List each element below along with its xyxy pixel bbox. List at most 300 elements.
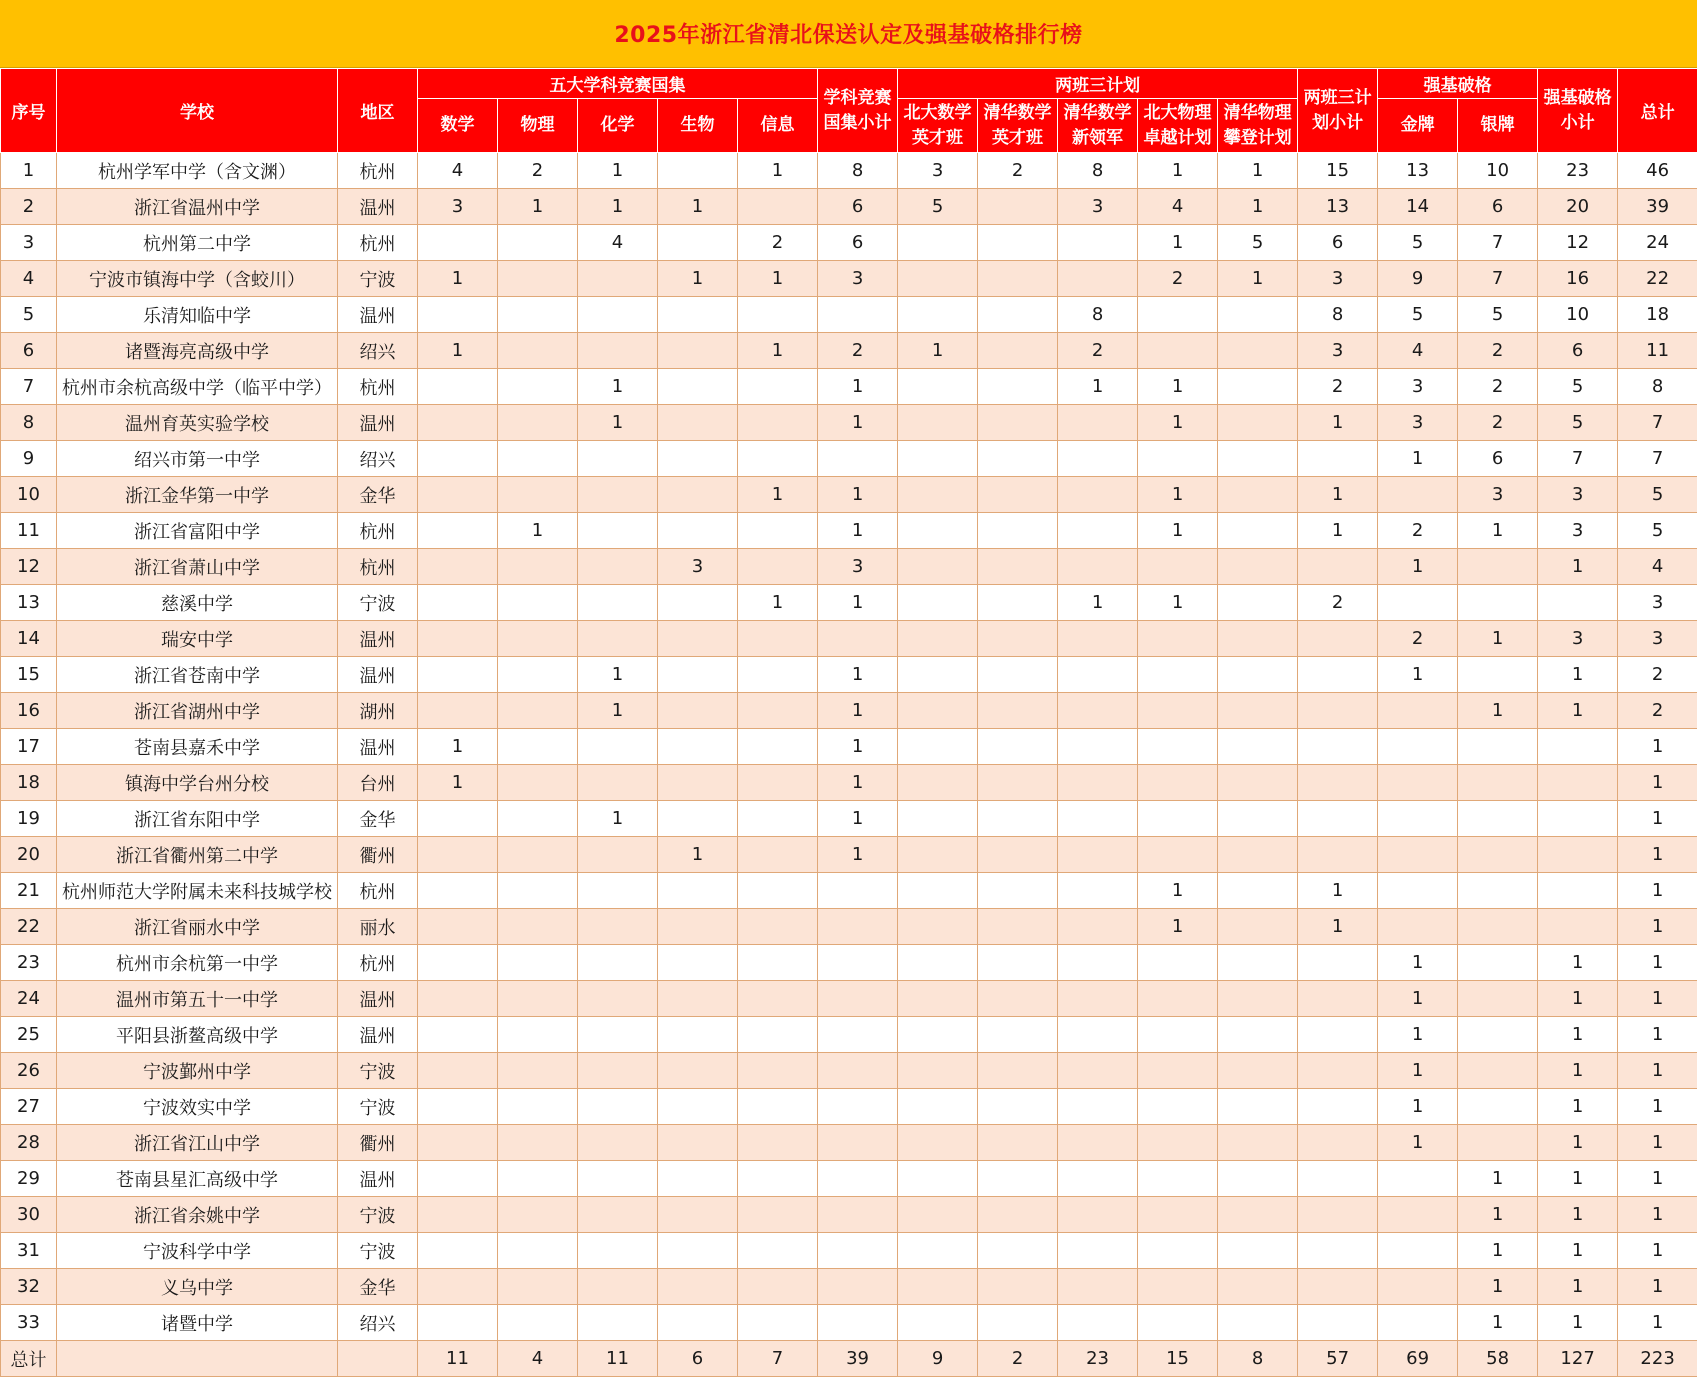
school-name: 浙江省东阳中学 (57, 801, 338, 837)
count-cell: 1 (418, 765, 498, 801)
count-cell (1218, 1269, 1298, 1305)
row-index: 28 (1, 1125, 57, 1161)
count-cell: 223 (1618, 1341, 1697, 1377)
count-cell (1058, 1053, 1138, 1089)
count-cell (1458, 873, 1538, 909)
count-cell (898, 513, 978, 549)
count-cell (418, 981, 498, 1017)
count-cell: 4 (578, 225, 658, 261)
row-index: 11 (1, 513, 57, 549)
header-thu-math-new: 清华数学新领军 (1058, 99, 1138, 153)
count-cell (898, 837, 978, 873)
count-cell (1218, 477, 1298, 513)
count-cell: 1 (1618, 837, 1697, 873)
count-cell: 22 (1618, 261, 1697, 297)
count-cell (498, 873, 578, 909)
count-cell (978, 297, 1058, 333)
count-cell (818, 1233, 898, 1269)
count-cell (738, 297, 818, 333)
table-row (1, 1305, 1697, 1341)
count-cell (498, 1125, 578, 1161)
count-cell (1058, 765, 1138, 801)
count-cell (658, 369, 738, 405)
count-cell: 1 (658, 837, 738, 873)
count-cell: 2 (1298, 369, 1378, 405)
school-name: 诸暨中学 (57, 1305, 338, 1341)
count-cell (498, 1269, 578, 1305)
count-cell (1298, 1089, 1378, 1125)
count-cell (978, 1017, 1058, 1053)
count-cell (418, 1233, 498, 1269)
count-cell: 1 (1298, 873, 1378, 909)
school-name: 义乌中学 (57, 1269, 338, 1305)
count-cell: 3 (1618, 585, 1697, 621)
school-name: 杭州师范大学附属未来科技城学校 (57, 873, 338, 909)
count-cell: 1 (1538, 1089, 1618, 1125)
region: 绍兴 (338, 1305, 418, 1341)
count-cell (658, 1305, 738, 1341)
count-cell (1058, 909, 1138, 945)
count-cell (418, 477, 498, 513)
count-cell: 7 (1618, 405, 1697, 441)
count-cell (1218, 1017, 1298, 1053)
count-cell: 10 (1458, 153, 1538, 189)
count-cell: 1 (818, 369, 898, 405)
count-cell (578, 477, 658, 513)
count-cell: 127 (1538, 1341, 1618, 1377)
count-cell (418, 1161, 498, 1197)
count-cell (1058, 1269, 1138, 1305)
row-index: 23 (1, 945, 57, 981)
count-cell: 1 (1618, 729, 1697, 765)
row-index: 16 (1, 693, 57, 729)
count-cell (658, 513, 738, 549)
count-cell: 8 (1618, 369, 1697, 405)
table-row (1, 657, 1697, 693)
count-cell (818, 1269, 898, 1305)
count-cell (978, 1053, 1058, 1089)
count-cell: 8 (818, 153, 898, 189)
count-cell: 1 (1618, 873, 1697, 909)
count-cell: 1 (818, 513, 898, 549)
count-cell: 1 (1298, 909, 1378, 945)
count-cell (658, 153, 738, 189)
region: 温州 (338, 729, 418, 765)
count-cell (898, 405, 978, 441)
count-cell (1378, 477, 1458, 513)
count-cell (1058, 1305, 1138, 1341)
count-cell (1138, 1269, 1218, 1305)
count-cell (1298, 621, 1378, 657)
count-cell: 1 (1378, 441, 1458, 477)
count-cell (1058, 225, 1138, 261)
count-cell: 1 (1298, 405, 1378, 441)
count-cell (578, 1017, 658, 1053)
count-cell: 2 (1378, 621, 1458, 657)
header-chemistry: 化学 (578, 99, 658, 153)
header-biology: 生物 (658, 99, 738, 153)
count-cell (1058, 873, 1138, 909)
count-cell (418, 1053, 498, 1089)
count-cell (1218, 1233, 1298, 1269)
count-cell: 11 (418, 1341, 498, 1377)
school-name: 浙江省余姚中学 (57, 1197, 338, 1233)
count-cell (1218, 837, 1298, 873)
school-name: 浙江省萧山中学 (57, 549, 338, 585)
count-cell: 1 (1538, 945, 1618, 981)
count-cell: 1 (818, 585, 898, 621)
count-cell (498, 1197, 578, 1233)
count-cell: 1 (1458, 1233, 1538, 1269)
row-index: 6 (1, 333, 57, 369)
count-cell: 8 (1058, 297, 1138, 333)
count-cell (1378, 1197, 1458, 1233)
count-cell (738, 369, 818, 405)
count-cell: 24 (1618, 225, 1697, 261)
count-cell (1138, 441, 1218, 477)
count-cell: 1 (1458, 513, 1538, 549)
count-cell: 1 (1378, 549, 1458, 585)
count-cell (1058, 657, 1138, 693)
count-cell: 1 (578, 693, 658, 729)
table-body (1, 153, 1697, 1377)
count-cell (738, 405, 818, 441)
count-cell (978, 657, 1058, 693)
table-row (1, 189, 1697, 225)
region: 宁波 (338, 1053, 418, 1089)
count-cell (1138, 1053, 1218, 1089)
count-cell (978, 1089, 1058, 1125)
row-index: 19 (1, 801, 57, 837)
count-cell (498, 441, 578, 477)
count-cell (498, 1305, 578, 1341)
count-cell: 1 (1298, 477, 1378, 513)
school-name: 杭州市余杭高级中学（临平中学） (57, 369, 338, 405)
count-cell (1298, 549, 1378, 585)
count-cell (658, 477, 738, 513)
count-cell: 46 (1618, 153, 1697, 189)
count-cell (898, 621, 978, 657)
count-cell: 6 (818, 225, 898, 261)
count-cell (818, 441, 898, 477)
count-cell (418, 585, 498, 621)
count-cell (418, 657, 498, 693)
count-cell: 13 (1378, 153, 1458, 189)
count-cell: 1 (1138, 513, 1218, 549)
count-cell: 2 (1618, 657, 1697, 693)
count-cell: 2 (1458, 369, 1538, 405)
header-total: 总计 (1618, 69, 1697, 153)
count-cell: 1 (738, 477, 818, 513)
count-cell (1378, 1233, 1458, 1269)
count-cell (578, 1053, 658, 1089)
count-cell (978, 477, 1058, 513)
count-cell (818, 981, 898, 1017)
region: 金华 (338, 1269, 418, 1305)
count-cell (1058, 945, 1138, 981)
count-cell: 1 (1138, 585, 1218, 621)
count-cell (578, 261, 658, 297)
count-cell (658, 1161, 738, 1197)
count-cell: 15 (1298, 153, 1378, 189)
count-cell (1218, 441, 1298, 477)
count-cell: 18 (1618, 297, 1697, 333)
region: 金华 (338, 477, 418, 513)
count-cell (818, 621, 898, 657)
count-cell (738, 1017, 818, 1053)
count-cell (1298, 1017, 1378, 1053)
region: 宁波 (338, 1197, 418, 1233)
count-cell (978, 405, 1058, 441)
count-cell (1058, 1017, 1138, 1053)
count-cell (818, 1017, 898, 1053)
region: 衢州 (338, 1125, 418, 1161)
count-cell (578, 549, 658, 585)
school-name: 杭州学军中学（含文渊） (57, 153, 338, 189)
count-cell (1298, 441, 1378, 477)
count-cell (738, 765, 818, 801)
header-physics: 物理 (498, 99, 578, 153)
count-cell (1218, 585, 1298, 621)
count-cell (738, 945, 818, 981)
table-row (1, 1125, 1697, 1161)
count-cell: 1 (818, 837, 898, 873)
count-cell (1218, 909, 1298, 945)
count-cell (578, 1089, 658, 1125)
count-cell (1138, 549, 1218, 585)
count-cell (978, 981, 1058, 1017)
school-name: 慈溪中学 (57, 585, 338, 621)
count-cell: 1 (1618, 1161, 1697, 1197)
count-cell (978, 189, 1058, 225)
count-cell (978, 801, 1058, 837)
header-silver: 银牌 (1458, 99, 1538, 153)
count-cell: 3 (1378, 369, 1458, 405)
row-index: 9 (1, 441, 57, 477)
count-cell (1298, 1305, 1378, 1341)
count-cell (1298, 1161, 1378, 1197)
count-cell (418, 1125, 498, 1161)
count-cell: 5 (1538, 369, 1618, 405)
count-cell (978, 837, 1058, 873)
count-cell (658, 441, 738, 477)
count-cell: 1 (818, 477, 898, 513)
count-cell: 1 (1458, 1161, 1538, 1197)
count-cell (658, 297, 738, 333)
count-cell (1458, 909, 1538, 945)
table-row (1, 585, 1697, 621)
region: 丽水 (338, 909, 418, 945)
count-cell (898, 1125, 978, 1161)
count-cell (738, 873, 818, 909)
count-cell (1218, 1197, 1298, 1233)
count-cell (1298, 729, 1378, 765)
title-bar (0, 0, 1697, 68)
count-cell (498, 333, 578, 369)
count-cell (658, 225, 738, 261)
count-cell (978, 333, 1058, 369)
count-cell (898, 1197, 978, 1233)
count-cell (978, 621, 1058, 657)
count-cell (498, 693, 578, 729)
count-cell: 1 (738, 333, 818, 369)
count-cell: 2 (1298, 585, 1378, 621)
count-cell (578, 297, 658, 333)
count-cell (1218, 549, 1298, 585)
count-cell (658, 729, 738, 765)
count-cell: 11 (578, 1341, 658, 1377)
count-cell (1538, 837, 1618, 873)
count-cell (978, 765, 1058, 801)
count-cell (738, 729, 818, 765)
count-cell: 1 (1378, 1017, 1458, 1053)
count-cell (738, 1233, 818, 1269)
count-cell: 1 (1218, 189, 1298, 225)
count-cell: 2 (978, 1341, 1058, 1377)
count-cell (818, 873, 898, 909)
count-cell: 1 (1138, 225, 1218, 261)
header-thu-physics: 清华物理攀登计划 (1218, 99, 1298, 153)
row-index: 31 (1, 1233, 57, 1269)
table-row (1, 513, 1697, 549)
count-cell (898, 297, 978, 333)
count-cell: 1 (578, 801, 658, 837)
table-row (1, 333, 1697, 369)
count-cell: 1 (578, 189, 658, 225)
count-cell: 1 (1538, 1053, 1618, 1089)
region: 杭州 (338, 369, 418, 405)
count-cell (1218, 1053, 1298, 1089)
count-cell: 5 (898, 189, 978, 225)
count-cell (1218, 1125, 1298, 1161)
school-name: 浙江省湖州中学 (57, 693, 338, 729)
count-cell (498, 909, 578, 945)
school-name: 温州育英实验学校 (57, 405, 338, 441)
count-cell (1058, 621, 1138, 657)
count-cell: 8 (1058, 153, 1138, 189)
count-cell (898, 945, 978, 981)
count-cell: 3 (818, 549, 898, 585)
count-cell (658, 405, 738, 441)
count-cell (1458, 945, 1538, 981)
table-row (1, 477, 1697, 513)
count-cell (738, 513, 818, 549)
count-cell (898, 1161, 978, 1197)
count-cell (1378, 873, 1458, 909)
row-index: 33 (1, 1305, 57, 1341)
header-info: 信息 (738, 99, 818, 153)
count-cell (738, 981, 818, 1017)
count-cell (578, 1233, 658, 1269)
row-index: 12 (1, 549, 57, 585)
count-cell (658, 981, 738, 1017)
count-cell: 1 (1538, 657, 1618, 693)
count-cell: 6 (818, 189, 898, 225)
count-cell (818, 1197, 898, 1233)
header-group-strong: 强基破格 (1378, 69, 1538, 99)
count-cell: 2 (498, 153, 578, 189)
count-cell (978, 585, 1058, 621)
count-cell (578, 873, 658, 909)
region: 绍兴 (338, 441, 418, 477)
count-cell: 1 (818, 765, 898, 801)
count-cell (1298, 1053, 1378, 1089)
count-cell (1298, 693, 1378, 729)
count-cell (658, 945, 738, 981)
count-cell: 1 (1618, 801, 1697, 837)
count-cell: 1 (1458, 621, 1538, 657)
region: 宁波 (338, 585, 418, 621)
count-cell: 4 (1378, 333, 1458, 369)
header-gold: 金牌 (1378, 99, 1458, 153)
count-cell (418, 297, 498, 333)
count-cell (658, 873, 738, 909)
count-cell (1138, 1197, 1218, 1233)
school-name: 浙江省丽水中学 (57, 909, 338, 945)
header-two-class-subtotal: 两班三计划小计 (1298, 69, 1378, 153)
count-cell (578, 441, 658, 477)
count-cell: 3 (1618, 621, 1697, 657)
count-cell: 1 (1538, 1269, 1618, 1305)
table-row (1, 801, 1697, 837)
count-cell (1218, 1161, 1298, 1197)
row-index: 20 (1, 837, 57, 873)
count-cell (658, 1017, 738, 1053)
count-cell (978, 1269, 1058, 1305)
count-cell: 3 (1538, 477, 1618, 513)
count-cell: 4 (418, 153, 498, 189)
count-cell (1058, 405, 1138, 441)
count-cell (498, 225, 578, 261)
school-name: 平阳县浙鳌高级中学 (57, 1017, 338, 1053)
table-row (1, 369, 1697, 405)
count-cell: 1 (1218, 153, 1298, 189)
count-cell: 6 (1298, 225, 1378, 261)
count-cell (578, 621, 658, 657)
count-cell (498, 549, 578, 585)
count-cell (898, 657, 978, 693)
count-cell: 1 (1378, 945, 1458, 981)
count-cell: 1 (1378, 981, 1458, 1017)
count-cell (1138, 1125, 1218, 1161)
count-cell (1458, 585, 1538, 621)
count-cell (498, 801, 578, 837)
school-name: 瑞安中学 (57, 621, 338, 657)
count-cell: 6 (1458, 441, 1538, 477)
table-row (1, 981, 1697, 1017)
count-cell: 13 (1298, 189, 1378, 225)
count-cell (418, 1017, 498, 1053)
count-cell (898, 549, 978, 585)
count-cell (1298, 1125, 1378, 1161)
count-cell (1138, 693, 1218, 729)
count-cell (498, 621, 578, 657)
row-index: 10 (1, 477, 57, 513)
school-name (57, 1341, 338, 1377)
count-cell (1378, 765, 1458, 801)
count-cell (578, 765, 658, 801)
school-name: 宁波效实中学 (57, 1089, 338, 1125)
count-cell: 5 (1458, 297, 1538, 333)
school-name: 苍南县嘉禾中学 (57, 729, 338, 765)
row-index: 17 (1, 729, 57, 765)
count-cell: 3 (1298, 261, 1378, 297)
count-cell (738, 1053, 818, 1089)
header-math: 数学 (418, 99, 498, 153)
count-cell (578, 1269, 658, 1305)
count-cell: 1 (578, 405, 658, 441)
table-row (1, 765, 1697, 801)
